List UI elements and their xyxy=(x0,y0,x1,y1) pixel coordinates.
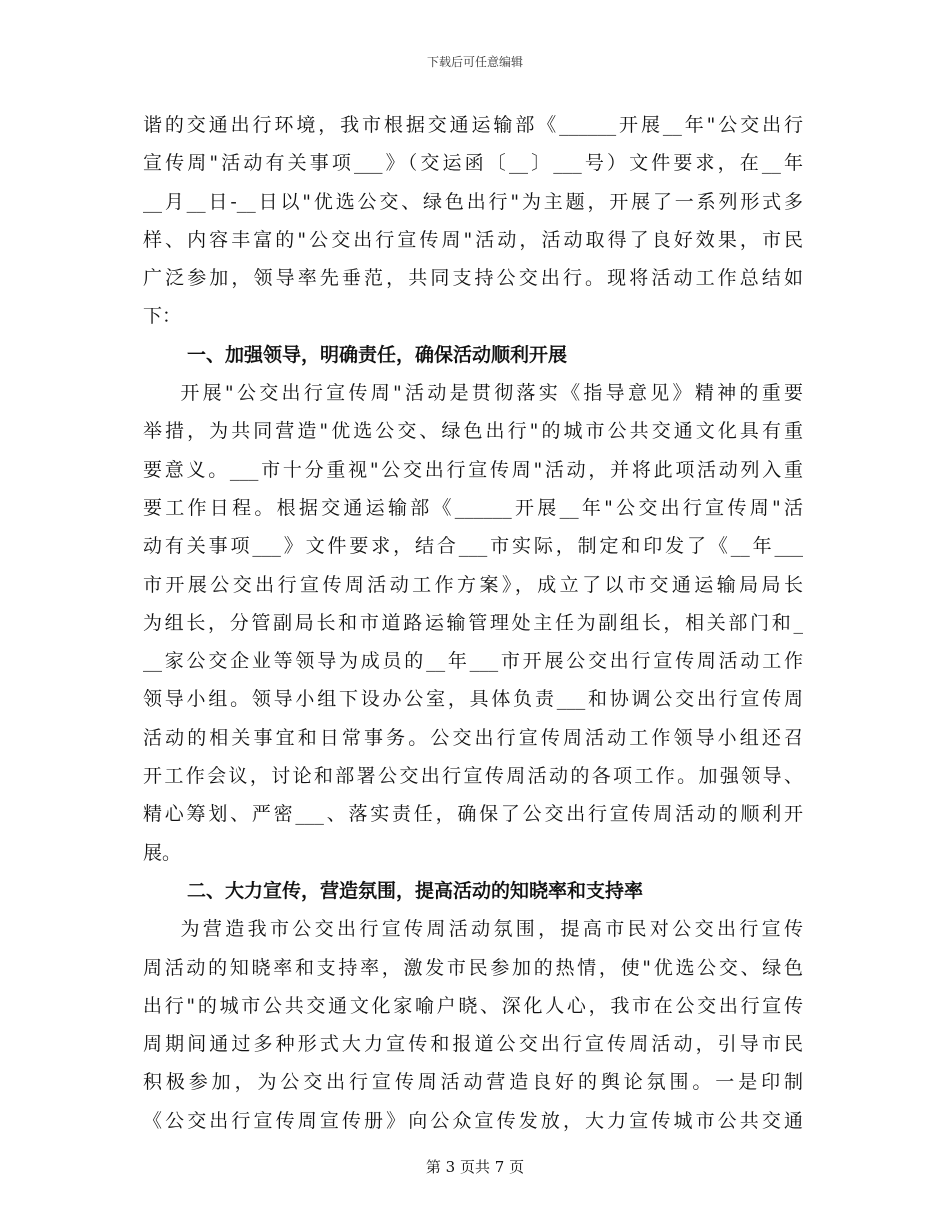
text-line: __月__日-__日以"优选公交、绿色出行"为主题，开展了一系列形式多 xyxy=(143,190,803,213)
text-line: 出行"的城市公共交通文化家喻户晓、深化人心，我市在公交出行宣传 xyxy=(143,994,803,1017)
section-heading: 一、加强领导，明确责任，确保活动顺利开展 xyxy=(187,343,568,366)
text-line: 下： xyxy=(143,305,182,328)
text-line: 为营造我市公交出行宣传周活动氛围，提高市民对公交出行宣传 xyxy=(143,918,803,941)
text-line: 动有关事项___》文件要求，结合___市实际，制定和印发了《__年___ xyxy=(143,535,803,558)
text-line: 《公交出行宣传周宣传册》向公众宣传发放，大力宣传城市公共交通 xyxy=(143,1109,803,1132)
text-line: 开工作会议，讨论和部署公交出行宣传周活动的各项工作。加强领导、 xyxy=(143,765,803,788)
text-line: 开展"公交出行宣传周"活动是贯彻落实《指导意见》精神的重要 xyxy=(143,382,803,405)
text-line: 精心筹划、严密___、落实责任，确保了公交出行宣传周活动的顺利开 xyxy=(143,803,803,826)
text-line: 举措，为共同营造"优选公交、绿色出行"的城市公共交通文化具有重 xyxy=(143,420,803,443)
text-line: 样、内容丰富的"公交出行宣传周"活动，活动取得了良好效果，市民 xyxy=(143,228,803,251)
document-body xyxy=(143,106,803,1140)
text-line: 活动的相关事宜和日常事务。公交出行宣传周活动工作领导小组还召 xyxy=(143,726,803,749)
text-line: 展。 xyxy=(143,841,182,864)
page-header: 下载后可任意编辑 xyxy=(426,55,523,69)
text-line: 领导小组。领导小组下设办公室，具体负责___和协调公交出行宣传周 xyxy=(143,688,803,711)
text-line: 要工作日程。根据交通运输部《______开展__年"公交出行宣传周"活 xyxy=(143,496,803,519)
text-line: 要意义。___市十分重视"公交出行宣传周"活动，并将此项活动列入重 xyxy=(143,458,803,481)
text-line: 积极参加，为公交出行宣传周活动营造良好的舆论氛围。一是印制 xyxy=(143,1071,803,1094)
text-line: 周活动的知晓率和支持率，激发市民参加的热情，使"优选公交、绿色 xyxy=(143,956,803,979)
page-footer: 第 3 页共 7 页 xyxy=(425,1158,525,1176)
text-line: 广泛参加，领导率先垂范，共同支持公交出行。现将活动工作总结如 xyxy=(143,267,803,290)
text-line: 周期间通过多种形式大力宣传和报道公交出行宣传周活动，引导市民 xyxy=(143,1033,803,1056)
text-line: 为组长，分管副局长和市道路运输管理处主任为副组长，相关部门和_ xyxy=(143,611,803,634)
section-heading: 二、大力宣传，营造氛围，提高活动的知晓率和支持率 xyxy=(187,879,644,902)
text-line: __家公交企业等领导为成员的__年___市开展公交出行宣传周活动工作 xyxy=(143,650,803,673)
text-line: 宣传周"活动有关事项___》（交运函〔__〕___号）文件要求，在__年 xyxy=(143,152,803,175)
text-line: 谐的交通出行环境，我市根据交通运输部《______开展__年"公交出行 xyxy=(143,114,803,136)
text-line: 市开展公交出行宣传周活动工作方案》，成立了以市交通运输局局长 xyxy=(143,573,803,596)
